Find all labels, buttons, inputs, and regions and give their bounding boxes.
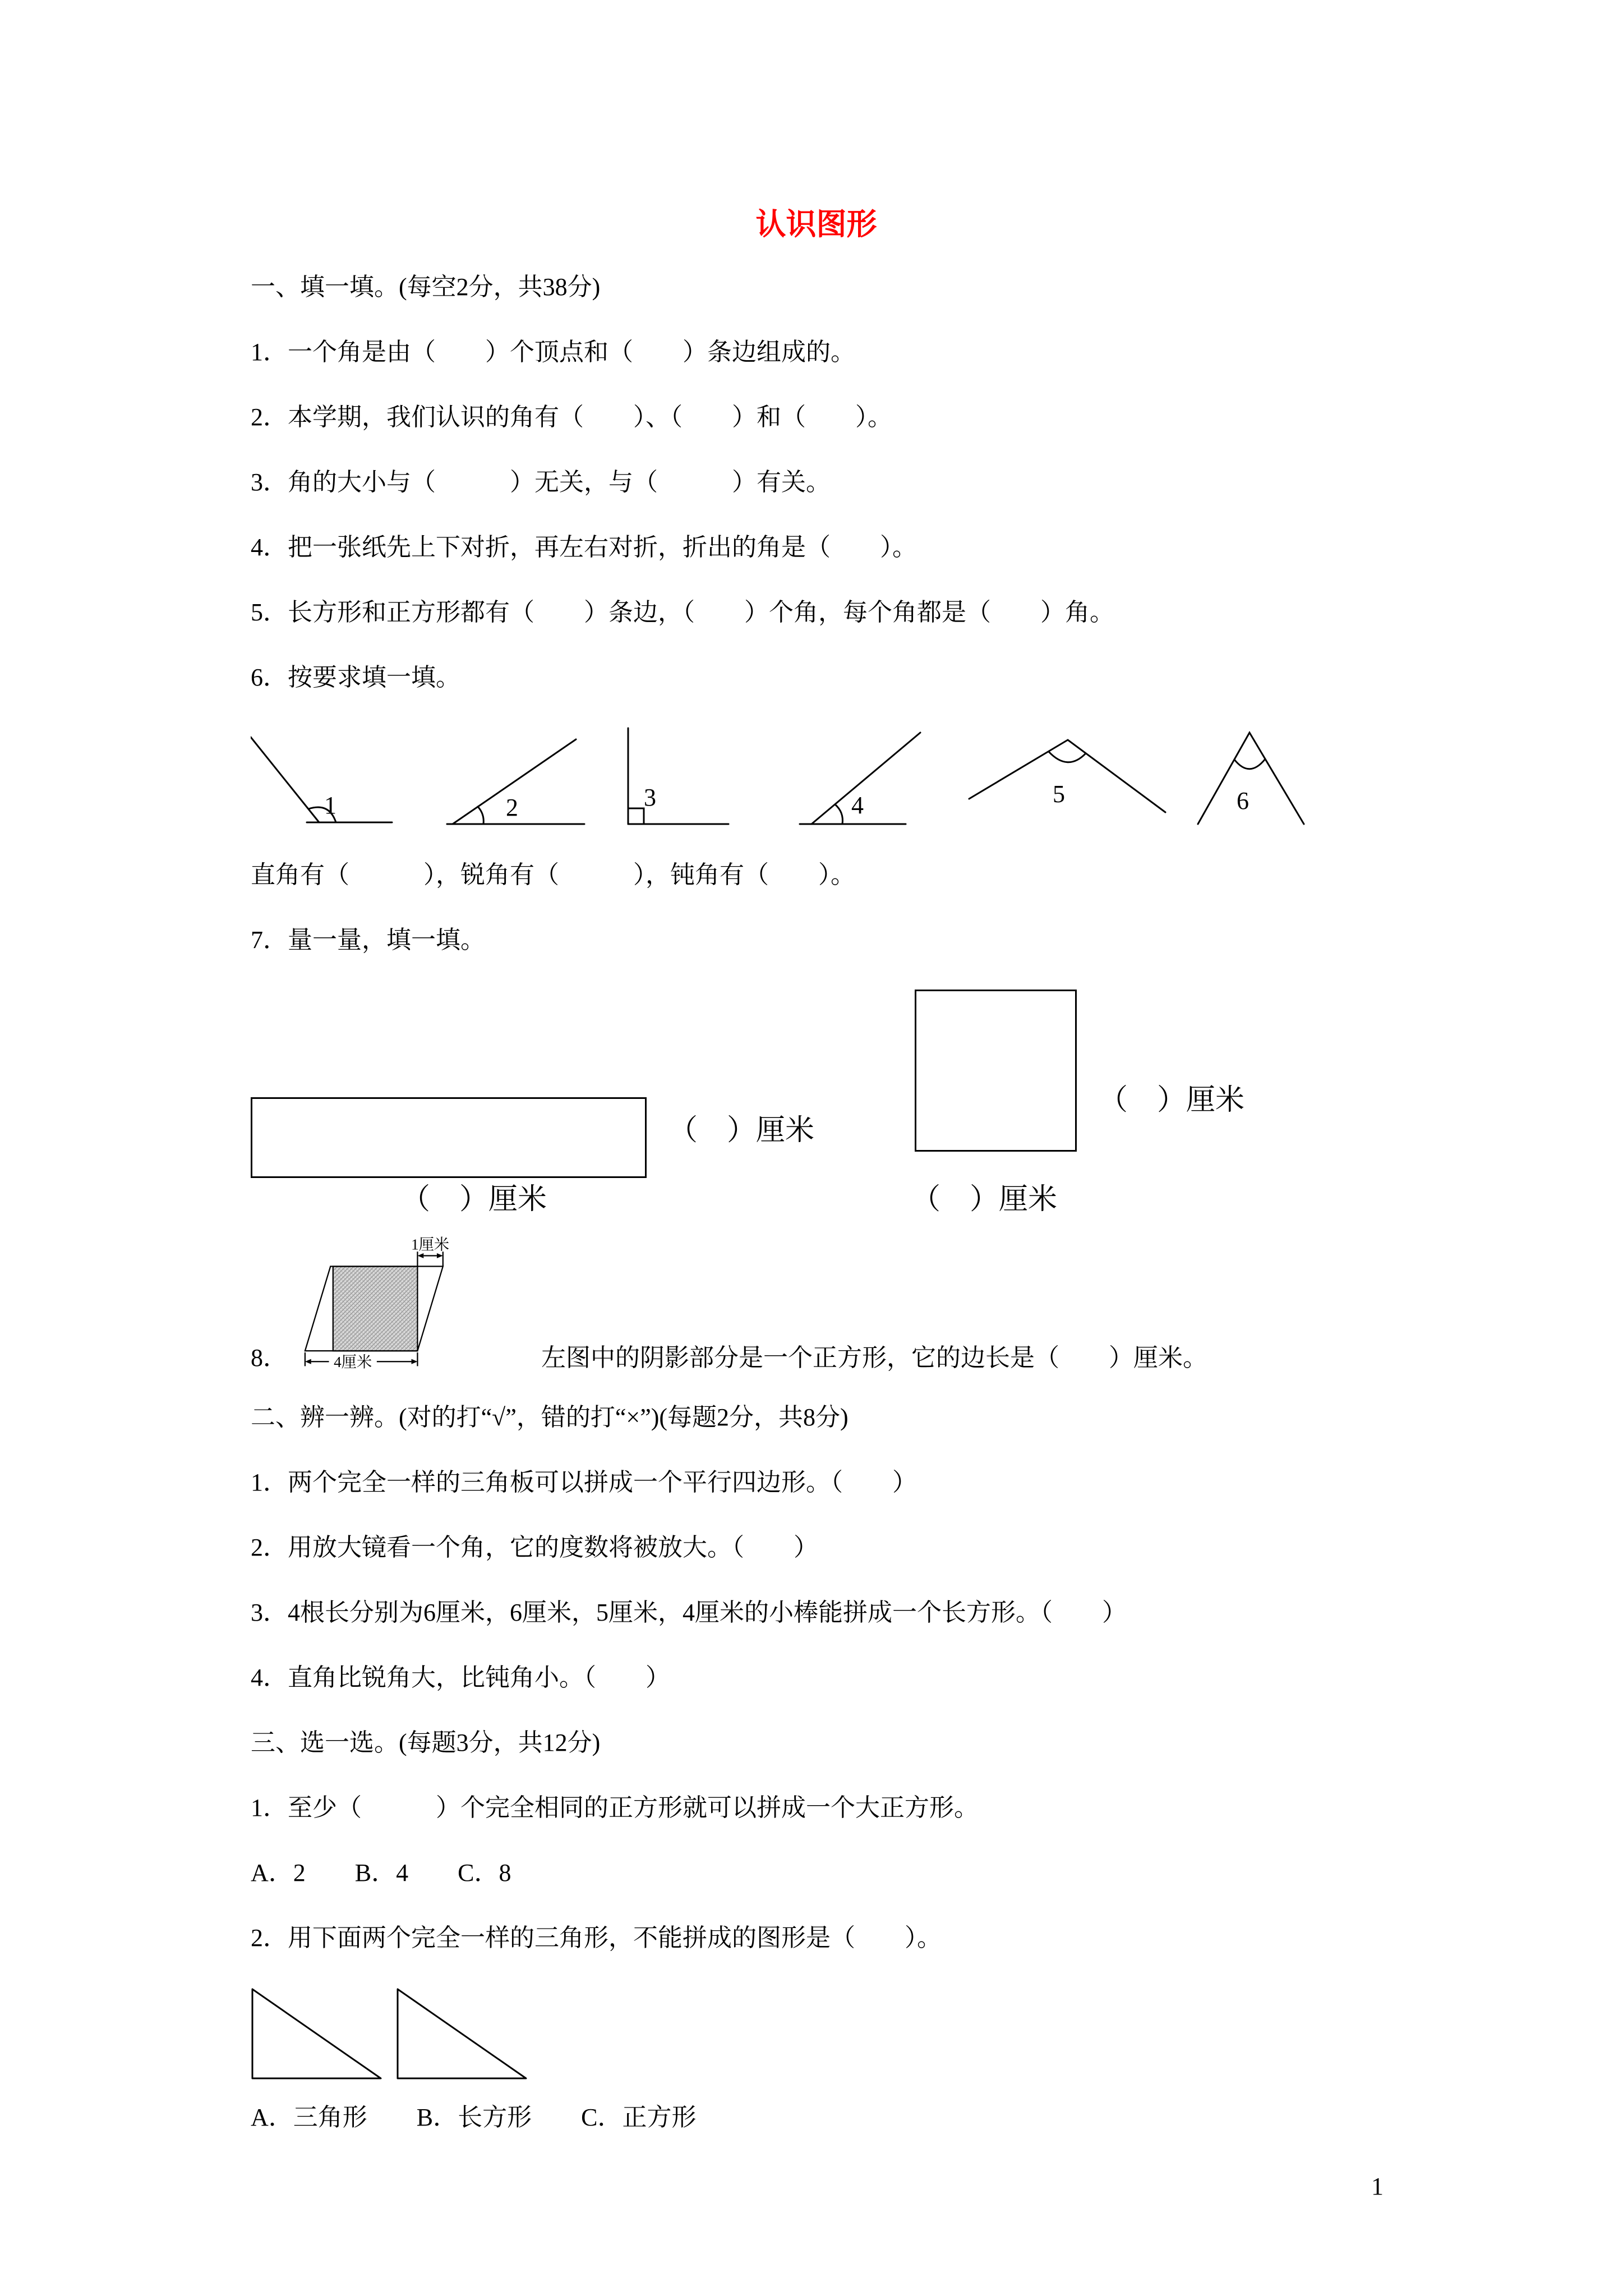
top-arrow-left — [417, 1253, 423, 1258]
page-title: 认识图形 — [755, 208, 877, 241]
s1-q6-answer-line: 直角有（ ），锐角有（ ），钝角有（ ）。 — [251, 861, 855, 889]
section2-heading: 二、辨一辨。(对的打“√”，错的打“×”)(每题2分，共8分) — [251, 1404, 849, 1431]
section1-heading: 一、填一填。(每空2分，共38分) — [251, 273, 601, 301]
angle-3-right — [628, 728, 728, 824]
rectangle-figure — [251, 1097, 647, 1178]
angle-diagrams — [251, 727, 1316, 836]
s1-question-4: 4．把一张纸先上下对折，再左右对折，折出的角是（ ）。 — [251, 533, 917, 561]
question-8-row — [251, 1236, 1382, 1374]
bottom-dimension-label: 4厘米 — [334, 1354, 372, 1371]
square-figure — [915, 990, 1077, 1152]
angle-figures-row — [251, 727, 1382, 839]
parallelogram-shaded-square-figure — [302, 1236, 527, 1374]
q8-number: 8． — [251, 1344, 288, 1372]
shaded-square — [333, 1267, 418, 1351]
triangle-figures — [251, 1987, 531, 2080]
s1-question-6: 6．按要求填一填。 — [251, 664, 460, 691]
square-bottom-label: （ ）厘米 — [911, 1184, 1058, 1216]
top-dimension-label: 1厘米 — [411, 1236, 450, 1253]
q8-text: 左图中的阴影部分是一个正方形，它的边长是（ ）厘米。 — [541, 1344, 1207, 1372]
angle-label-2: 2 — [506, 794, 518, 821]
angle-6-acute — [1198, 733, 1304, 824]
s2-question-3: 3．4根长分别为6厘米，6厘米，5厘米，4厘米的小棒能拼成一个长方形。（ ） — [251, 1599, 1127, 1626]
s1-question-5: 5．长方形和正方形都有（ ）条边，（ ）个角，每个角都是（ ）角。 — [251, 599, 1114, 626]
bottom-arrow-right — [412, 1359, 418, 1364]
top-arrow-right — [437, 1253, 443, 1258]
right-triangle-1 — [252, 1989, 381, 2078]
s1-question-2: 2．本学期，我们认识的角有（ ）、（ ）和（ ）。 — [251, 403, 892, 431]
s3-question-1: 1．至少（ ）个完全相同的正方形就可以拼成一个大正方形。 — [251, 1794, 979, 1821]
angle-label-4: 4 — [851, 792, 864, 819]
s1-question-1: 1．一个角是由（ ）个顶点和（ ）条边组成的。 — [251, 338, 855, 366]
s3-q1-options: A．2 B．4 C．8 — [251, 1859, 511, 1887]
s2-question-4: 4．直角比锐角大，比钝角小。（ ） — [251, 1664, 670, 1691]
square-side-label: （ ）厘米 — [1099, 1084, 1245, 1116]
s1-question-7: 7．量一量，填一填。 — [251, 926, 485, 954]
angle-label-1: 1 — [324, 792, 336, 819]
s2-question-1: 1．两个完全一样的三角板可以拼成一个平行四边形。（ ） — [251, 1469, 917, 1496]
s3-q2-options: A．三角形 B．长方形 C．正方形 — [251, 2104, 697, 2131]
bottom-arrow-left — [305, 1359, 311, 1364]
top-dimension-lines — [417, 1251, 442, 1266]
section3-heading: 三、选一选。(每题3分，共12分) — [251, 1729, 601, 1756]
page-number: 1 — [1371, 2173, 1384, 2200]
s3-question-2: 2．用下面两个完全一样的三角形，不能拼成的图形是（ ）。 — [251, 1924, 942, 1952]
rectangle-side-label: （ ）厘米 — [668, 1115, 815, 1147]
angle-label-5: 5 — [1053, 780, 1065, 808]
angle-1-obtuse — [251, 737, 392, 822]
angle-label-3: 3 — [644, 784, 656, 811]
measure-figures — [251, 990, 1382, 1225]
triangle-figures-row — [251, 1987, 1382, 2083]
angle-label-6: 6 — [1237, 787, 1249, 815]
right-triangle-2 — [398, 1989, 526, 2078]
angle-5-obtuse — [969, 740, 1165, 812]
s2-question-2: 2．用放大镜看一个角，它的度数将被放大。（ ） — [251, 1534, 818, 1561]
s1-question-3: 3．角的大小与（ ）无关，与（ ）有关。 — [251, 468, 831, 496]
rectangle-bottom-label: （ ）厘米 — [401, 1184, 547, 1216]
